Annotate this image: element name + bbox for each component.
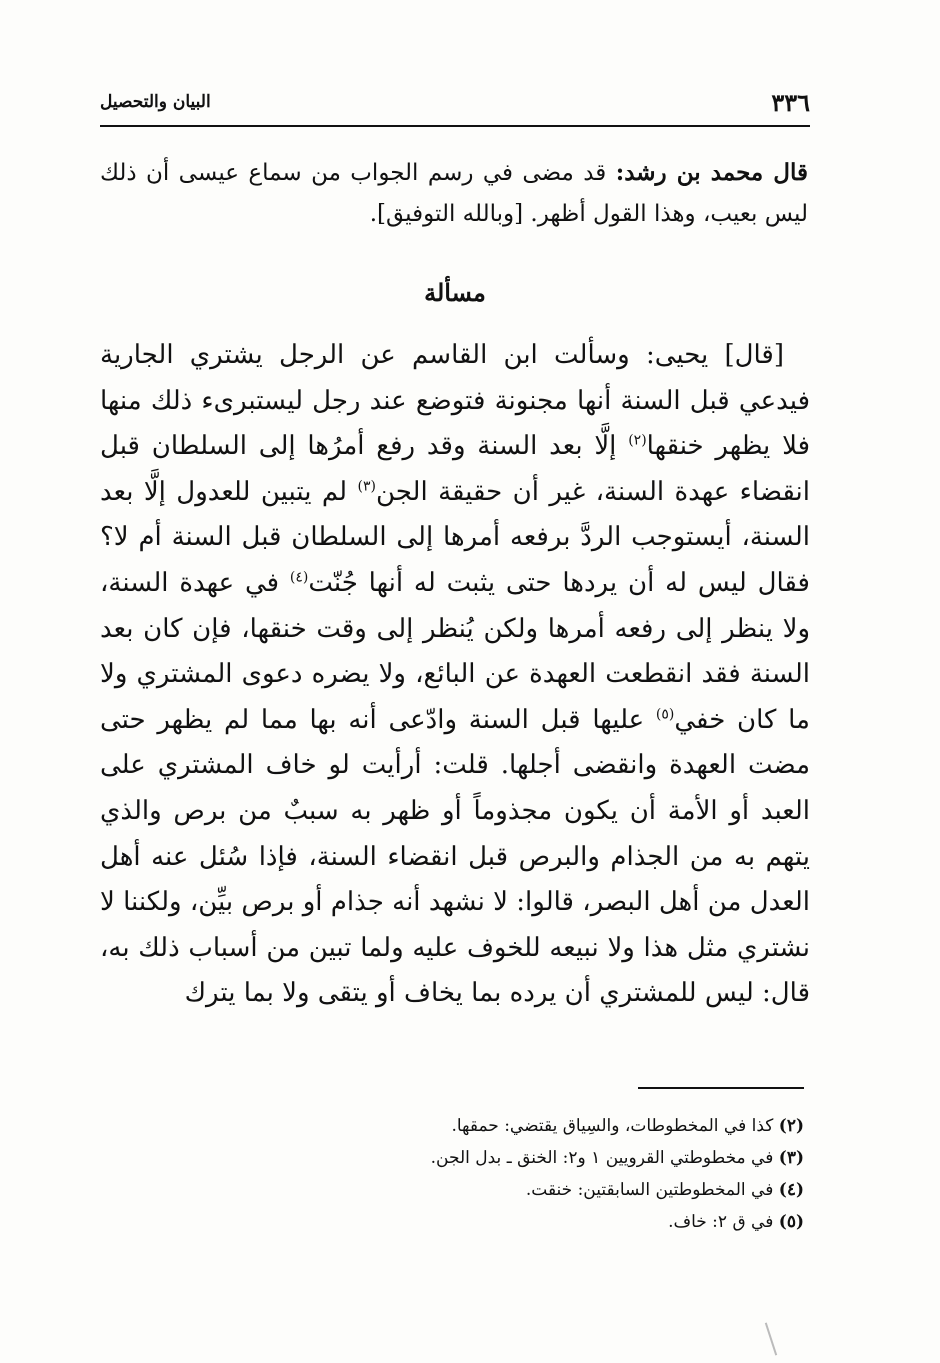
footnote-number: (٣) — [778, 1148, 804, 1168]
body-text — [100, 333, 810, 1017]
footnote-text: في المخطوطتين السابقتين: خنقت. — [525, 1180, 774, 1200]
footnote — [240, 1110, 804, 1142]
footnote-ref-4: (٤) — [289, 569, 309, 586]
body-segment-3: لم يتبين للعدول إلَّا بعد السنة، أيستوجب الردَّ برفعه أمرها إلى السلطان قبل السنة أم لا؟ فقال ليس له أن يردها حتى يثبت له أنها جُنّت — [100, 476, 810, 598]
footnote-number: (٥) — [778, 1212, 804, 1232]
intro-speaker: قال محمد بن رشد: — [615, 159, 809, 186]
footnote-rule — [638, 1087, 804, 1089]
footnote-ref-2: (٢) — [628, 432, 647, 449]
footnote — [240, 1174, 804, 1206]
header-rule — [100, 125, 810, 127]
body-segment-4: في عهدة السنة، ولا ينظر إلى رفعه أمرها ولكن يُنظر إلى وقت خنقها، فإن كان بعد السنة فقد انقطعت العهدة عن البائع، ولا يضره دعوى المشتري ولا ما كان خفي — [100, 567, 810, 735]
intro-paragraph — [100, 152, 808, 235]
footnote-ref-3: (٣) — [357, 478, 376, 495]
footnote-text: في ق ٢: خاف. — [668, 1212, 774, 1232]
body-paragraph — [100, 333, 810, 1017]
running-header — [100, 82, 810, 122]
body-segment-2: إلَّا بعد السنة وقد رفع أمرُها إلى السلطان قبل انقضاء عهدة السنة، غير أن حقيقة الجن — [100, 431, 810, 507]
book-title: البيان والتحصيل — [100, 92, 211, 112]
footnote — [240, 1142, 804, 1174]
body-segment-1: [قال] يحيى: وسألت ابن القاسم عن الرجل يشتري الجارية فيدعي قبل السنة أنها مجنونة فتوضع عند رجل ليستبرىء ذلك منها فلا يظهر خنقها — [100, 340, 811, 462]
footnotes — [240, 1110, 804, 1238]
footnote — [240, 1206, 804, 1238]
body-segment-5: عليها قبل السنة وادّعى أنه بها مما لم يظهر حتى مضت العهدة وانقضى أجلها. قلت: أرأيت لو خاف المشتري على العبد أو الأمة أن يكون مجذوماً أو ظهر به سببٌ من برص والذي يتهم به من الجذام والبرص قبل انقضاء السنة، فإذا سُئل عنه أهل العدل من أهل البصر، قالوا: لا نشهد أنه جذام أو برص بيِّن، ولكننا لا نشتري مثل هذا ولا نبيعه للخوف عليه ولما تبين من أسباب ذلك به، قال: ليس للمشتري أن يرده بما يخاف أو يتقى ولا بما يترك — [100, 704, 810, 1009]
footnote-text: في مخطوطتي القرويين ١ و٢: الخنق ـ بدل الجن. — [430, 1148, 774, 1168]
intro-text: قد مضى في رسم الجواب من سماع عيسى أن ذلك ليس بعيب، وهذا القول أظهر. [وبالله التوفيق]. — [100, 160, 808, 227]
section-heading: مسألة — [424, 278, 486, 307]
footnote-number: (٤) — [778, 1180, 804, 1200]
footnote-ref-5: (٥) — [655, 706, 675, 723]
scan-margin-mark — [765, 1323, 777, 1356]
footnote-number: (٢) — [778, 1116, 804, 1136]
footnote-text: كذا في المخطوطات، والسِياق يقتضي: حمقها. — [451, 1116, 774, 1136]
page-number: ٣٣٦ — [771, 88, 810, 117]
